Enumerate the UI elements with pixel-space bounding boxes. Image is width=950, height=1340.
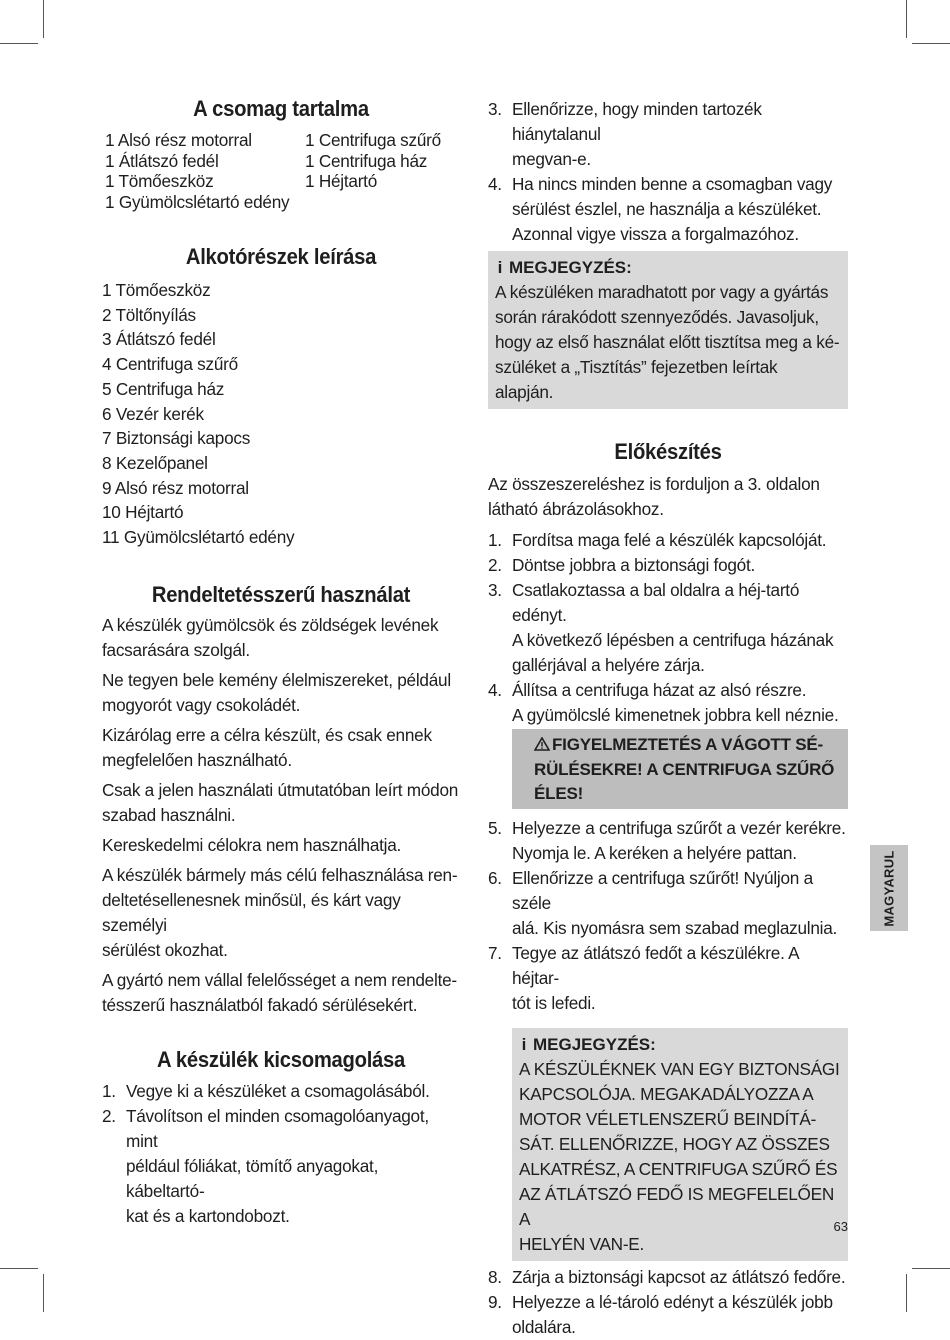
list-item: 7. Tegye az átlátszó fedőt a készülékre. A héjtar- tót is lefedi. [488,942,799,1013]
contents-item: 1 Tömőeszköz [105,171,214,191]
paragraph: A gyártó nem vállal felelősséget a nem rendelte- tésszerű használatból fakadó sérülésekért. [102,969,457,1015]
parts-heading: Alkotórészek leírása [185,244,377,269]
usage-text [102,613,460,1018]
list-item: 3 Átlátszó fedél [102,329,216,350]
list-item: 8 Kezelőpanel [102,452,208,473]
list-item: 4. Állítsa a centrifuga házat az alsó részre. A gyümölcslé kimenetnek jobbra kell néznie. [488,680,839,725]
unpack-steps-continued [488,97,848,247]
list-item: 5 Centrifuga ház [102,378,225,399]
list-item: 6. Ellenőrizze a centrifuga szűrőt! Nyúljon a széle alá. Kis nyomásra sem szabad meglazulnia. [488,867,838,938]
crop-mark [912,43,950,44]
list-item: 4 Centrifuga szűrő [102,354,238,375]
list-item: 1 Tömőeszköz [102,280,211,300]
left-column [102,92,460,1229]
contents-item: 1 Centrifuga szűrő [305,130,441,150]
contents-item: 1 Alsó rész motorral [105,130,252,150]
list-item: 1. Vegye ki a készüléket a csomagolásából. [102,1080,430,1101]
list-item: 3. Ellenőrizze, hogy minden tartozék hiánytalanul megvan-e. [488,99,762,169]
note-heading: MEGJEGYZÉS: [533,1034,656,1054]
prep-intro: Az összeszereléshez is forduljon a 3. oldalon látható ábrázolásokhoz. [488,474,820,519]
list-item: 4. Ha nincs minden benne a csomagban vagy sérülést észlel, ne használja a készüléket. Azonnal vigye vissza a forgalmazóhoz. [488,174,833,244]
note-box [512,1028,848,1261]
warning-box: FIGYELMEZTETÉS A VÁGOTT SÉ- RÜLÉSEKRE! A CENTRIFUGA SZŰRŐ ÉLES! [512,729,848,809]
parts-list [102,278,460,550]
contents-item: 1 Héjtartó [305,171,378,191]
prep-heading: Előkészítés [614,439,722,464]
list-item: 2. Döntse jobbra a biztonsági fogót. [488,555,756,575]
list-item: 10 Héjtartó [102,502,184,523]
note-text: A KÉSZÜLÉKNEK VAN EGY BIZTONSÁGI KAPCSOLÓJA. MEGAKADÁLYOZZA A MOTOR VÉLETLENSZERŰ BEINDÍTÁ- SÁT. ELLENŐRIZZE, HOGY AZ ÖSSZES ALKATRÉSZ, A CENTRIFUGA SZŰRŐ ÉS AZ ÁTLÁTSZÓ FEDŐ IS MEGFELELŐEN A HELYÉN VAN-E. [519,1058,840,1254]
list-item: 6 Vezér kerék [102,403,204,424]
info-icon: i [497,258,503,277]
crop-mark [0,1268,38,1269]
prep-steps-continued [488,816,848,1016]
paragraph: Csak a jelen használati útmutatóban leírt módon szabad használni. [102,779,459,825]
list-item: 5. Helyezze a centrifuga szűrőt a vezér kerékre. Nyomja le. A keréken a helyére pattan. [488,817,846,863]
crop-mark [906,1274,907,1312]
list-item: 9. Helyezze a lé-tároló edényt a készülék jobb oldalára. [488,1291,833,1337]
note-box [488,251,848,409]
package-contents [105,130,460,212]
prep-steps-final [488,1265,848,1340]
contents-item: 1 Gyümölcslétartó edény [105,191,290,212]
note-heading: MEGJEGYZÉS: [509,258,632,277]
note-text: A készüléken maradhatott por vagy a gyártás során rárakódott szennyeződés. Javasoljuk, hogy az első használat előtt tisztítsa meg a ké- szüléket a „Tisztítás” fejezetben leírtak alapján. [495,282,840,402]
info-icon: i [521,1034,527,1054]
crop-mark [43,1274,44,1312]
paragraph: Kizárólag erre a célra készült, és csak ennek megfelelően használható. [102,724,432,770]
unpack-steps [102,1079,460,1229]
contents-item: 1 Átlátszó fedél [105,150,219,171]
language-tab: MAGYARUL [870,845,908,931]
list-item: 7 Biztonsági kapocs [102,428,251,449]
list-item: 2 Töltőnyílás [102,304,196,325]
crop-mark [912,1268,950,1269]
paragraph: Ne tegyen bele kemény élelmiszereket, például mogyorót vagy csokoládét. [102,669,451,715]
list-item: 9 Alsó rész motorral [102,477,249,498]
paragraph: A készülék bármely más célú felhasználása ren- deltetésellenesnek minősül, és kárt vagy személyi sérülést okozhat. [102,864,458,960]
contents-heading: A csomag tartalma [193,96,369,121]
list-item: 8. Zárja a biztonsági kapcsot az átlátszó fedőre. [488,1266,846,1287]
crop-mark [906,0,907,38]
right-column [488,97,848,1340]
crop-mark [0,43,38,44]
list-item: 3. Csatlakoztassa a bal oldalra a héj-tartó edényt. A következő lépésben a centrifuga házának gallérjával a helyére zárja. [488,580,834,675]
warning-icon [534,737,550,751]
list-item: 1. Fordítsa maga felé a készülék kapcsolóját. [488,530,827,550]
paragraph: Kereskedelmi célokra nem használhatja. [102,834,402,855]
list-item: 2. Távolítson el minden csomagolóanyagot, mint például fóliákat, tömítő anyagokat, kábeltartó- kat és a kartondobozt. [102,1105,429,1226]
paragraph: A készülék gyümölcsök és zöldségek levének facsarására szolgál. [102,614,439,660]
page-number: 63 [833,1219,848,1234]
unpack-heading: A készülék kicsomagolása [156,1046,405,1072]
prep-steps [488,528,848,728]
contents-item: 1 Centrifuga ház [305,150,428,171]
crop-mark [43,0,44,38]
list-item: 11 Gyümölcslétartó edény [102,527,295,548]
usage-heading: Rendeltetésszerű használat [151,581,411,607]
